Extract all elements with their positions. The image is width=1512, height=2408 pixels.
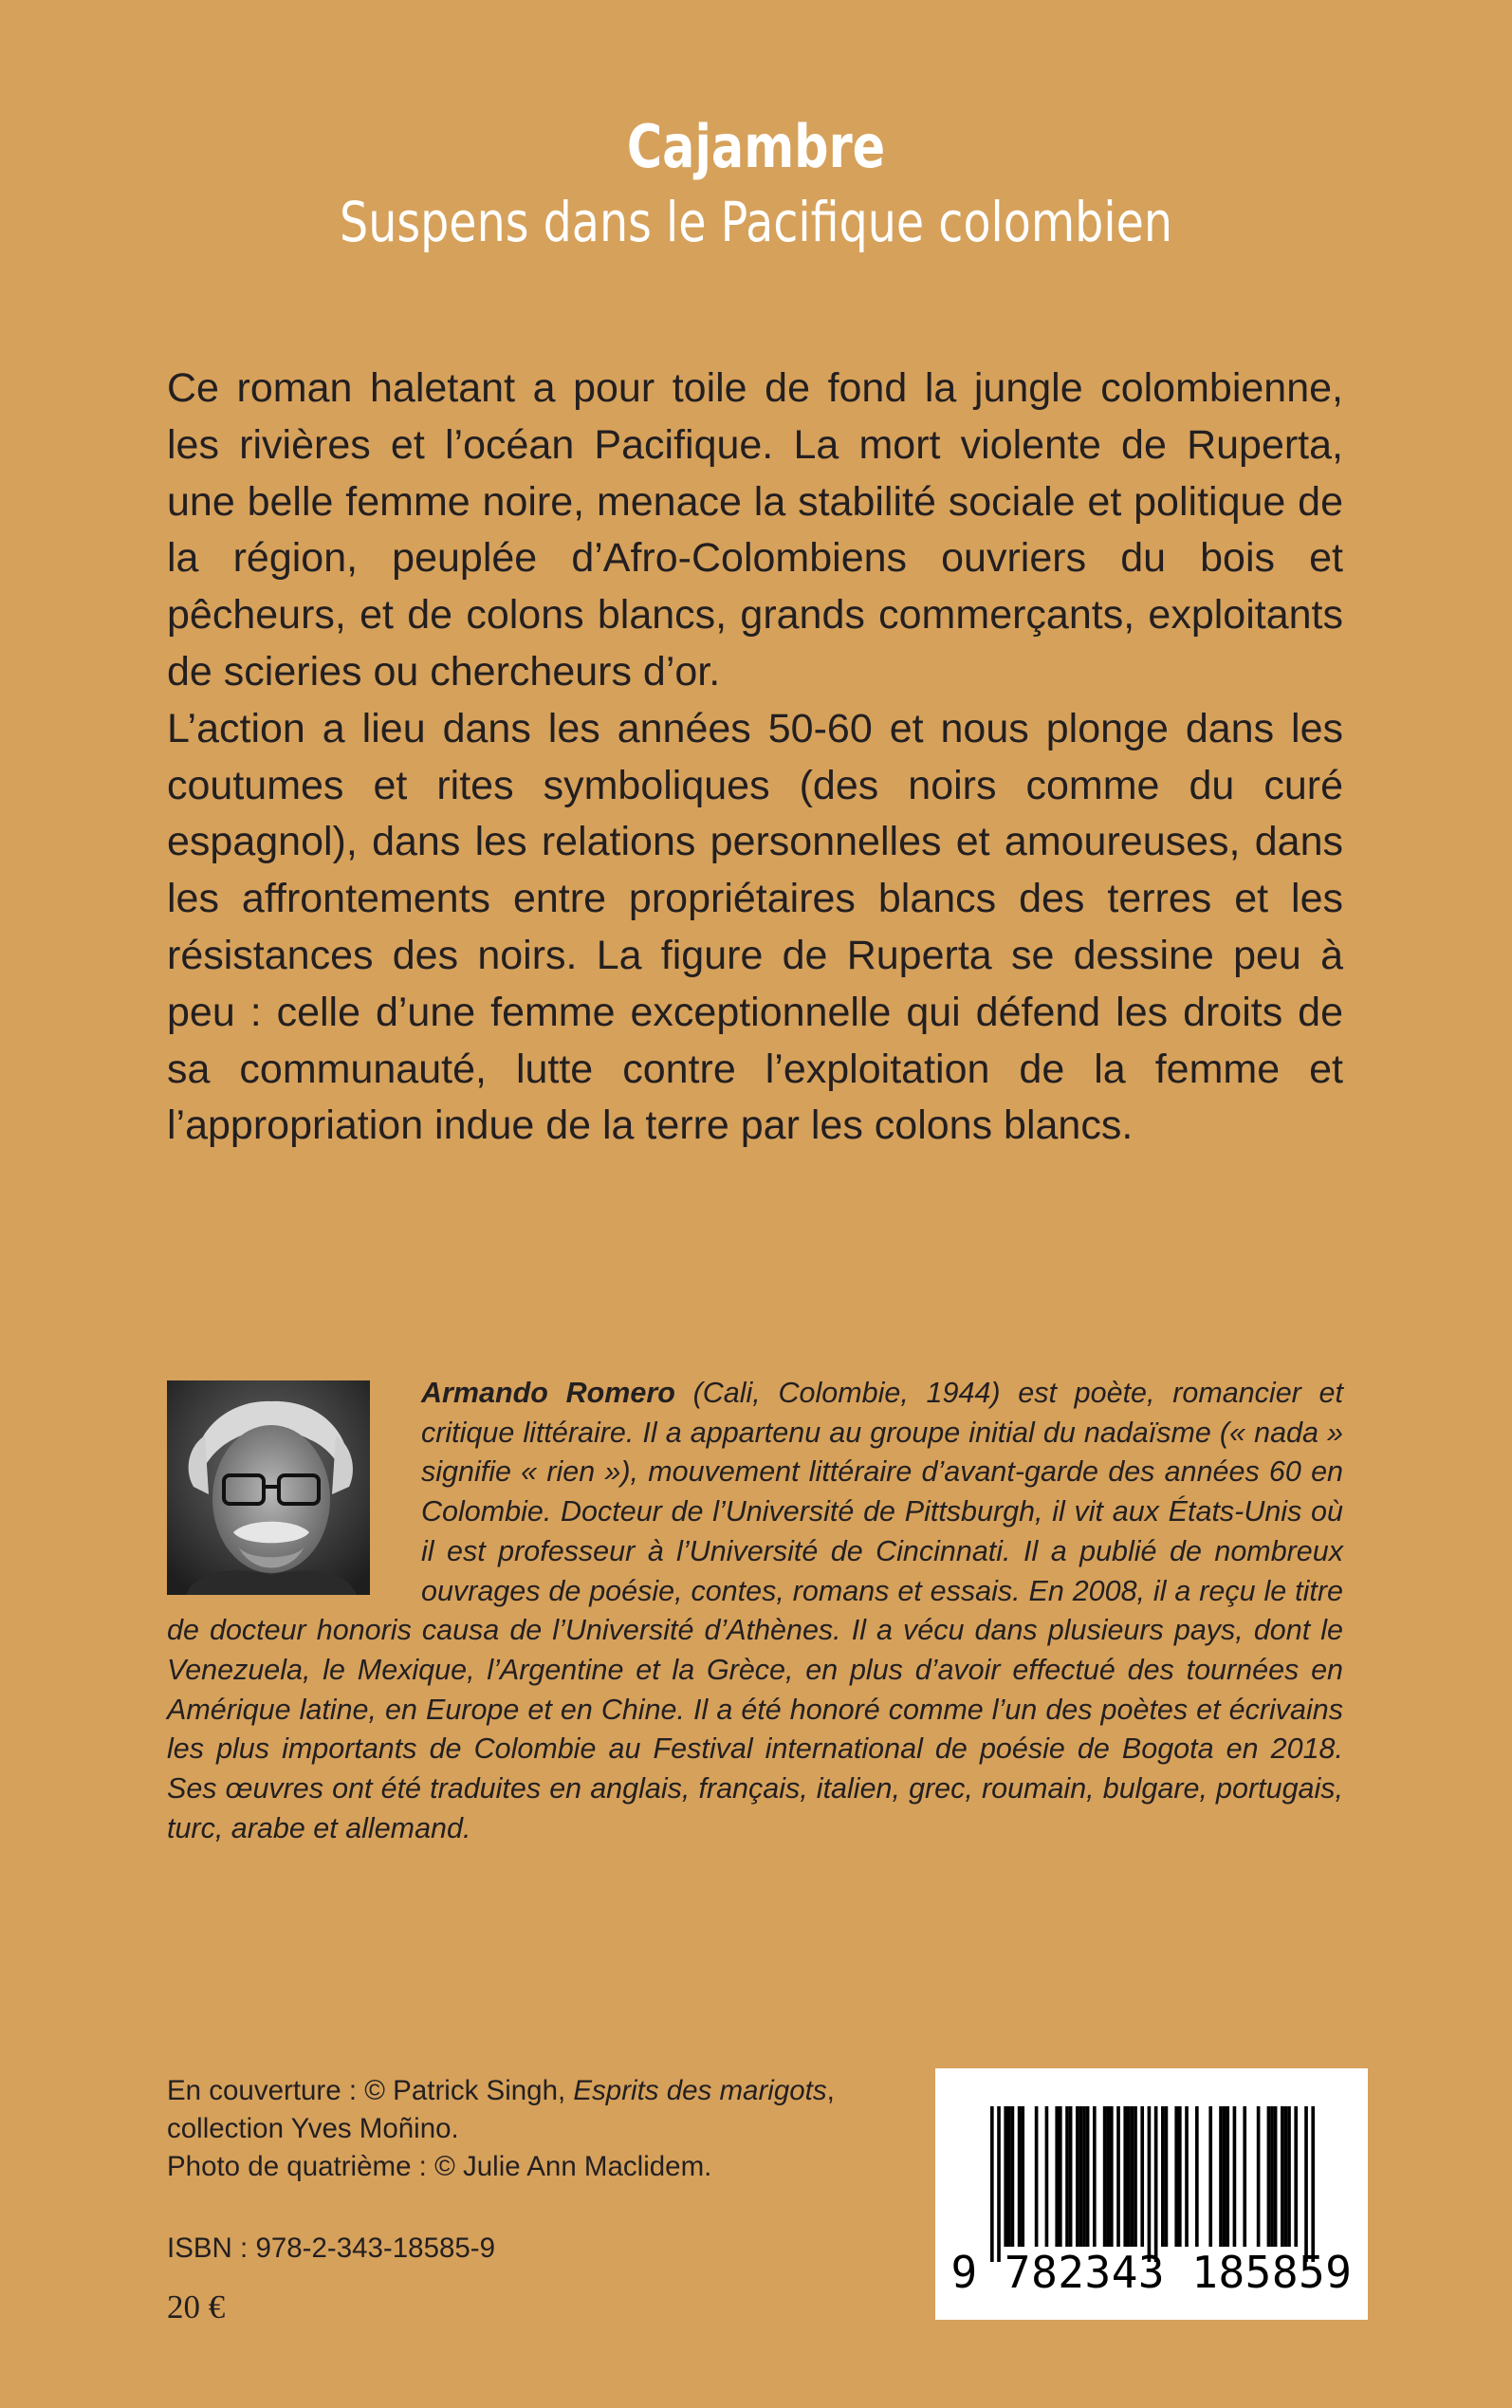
barcode-bar [1287,2106,1291,2247]
photo-credit: Photo de quatrième : © Julie Ann Maclidem. [167,2151,712,2182]
barcode-bar [1076,2106,1079,2247]
barcode-bar [1086,2106,1090,2247]
barcode-bar [1069,2106,1073,2247]
barcode-bar [1219,2106,1223,2247]
author-name: Armando Romero [421,1377,675,1409]
cover-credits [167,2072,907,2186]
barcode-bar [1284,2106,1288,2247]
barcode-bar [1178,2106,1182,2247]
photo-spacer [167,1374,421,1607]
barcode-bar [1004,2106,1007,2247]
cover-credit-line [167,2072,907,2110]
author-bio-text: (Cali, Colombie, 1944) est poète, romancier et critique littéraire. Il a appartenu au groupe initial du nadaïsme (« nada » signifie « rien »), mouvement littéraire d’avant-garde des années 60 en Colombie. Docteur de l’Université de Pittsburgh, il vit aux États-Unis où il est professeur à l’Université de Cincinnati. Il a publié de nombreux ouvrages de poésie, contes, romans et essais. En 2008, il a reçu le titre de docteur honoris causa de l’Université d’Athènes. Il a vécu dans plusieurs pays, dont le Venezuela, le Mexique, l’Argentine et la Grèce, en plus d’avoir effectué des tournées en Amérique latine, en Europe et en Chine. Il a été honoré comme l’un des poètes et écrivains les plus importants de Colombie au Festival international de poésie de Bogota en 2018. Ses œuvres ont été traduites en anglais, français, italien, grec, roumain, bulgare, portugais, turc, arabe et allemand. [167,1377,1343,1844]
barcode-bar [1021,2106,1024,2247]
barcode [935,2068,1368,2320]
barcode-bar [1274,2106,1278,2247]
barcode-bar [1103,2106,1107,2247]
synopsis-paragraph-1: Ce roman haletant a pour toile de fond la jungle colombienne, les rivières et l’océan Pacifique. La mort violente de Ruperta, une belle femme noire, menace la stabilité sociale et politique de la région, peuplée d’Afro-Colombiens ouvriers du bois et pêcheurs, et de colons blancs, grands commerçants, exploitants de scieries ou chercheurs d’or. [167,365,1343,695]
barcode-bar [1059,2106,1062,2247]
barcode-bar [1223,2106,1226,2247]
barcode-bar [990,2106,994,2262]
barcode-bar [1148,2106,1152,2262]
barcode-bar [1127,2106,1131,2247]
barcode-bar [1018,2106,1022,2247]
barcode-bar [1208,2106,1212,2247]
barcode-bar [1154,2106,1158,2262]
cover-credit-suffix: , [826,2075,835,2106]
cover-artwork-title: Esprits des marigots [573,2075,827,2106]
barcode-bar [1257,2106,1261,2247]
barcode-bar [1116,2106,1120,2247]
barcode-bar [1185,2106,1189,2247]
synopsis [167,361,1343,1155]
barcode-bar [1131,2106,1134,2247]
barcode-bar [1294,2106,1298,2247]
barcode-bar [1045,2106,1049,2247]
barcode-digits: 9 782343 185859 [950,2247,1353,2298]
barcode-bar [1226,2106,1229,2247]
barcode-bar [1011,2106,1015,2247]
barcode-bar [1281,2106,1284,2247]
barcode-bar [1079,2106,1083,2247]
barcode-bar [1233,2106,1237,2247]
barcode-bar [1134,2106,1137,2247]
barcode-bar [1093,2106,1097,2247]
synopsis-paragraph-2: L’action a lieu dans les années 50-60 et nous plonge dans les coutumes et rites symboliques (des noirs comme du curé espagnol), dans les relations personnelles et amoureuses, dans les affrontements entre propriétaires blancs des terres et les résistances des noirs. La figure de Ruperta se dessine peu à peu : celle d’une femme exceptionnelle qui défend les droits de sa communauté, lutte contre l’exploitation de la femme et l’appropriation indue de la terre par les colons blancs. [167,705,1343,1149]
barcode-bar [1243,2106,1246,2247]
barcode-bar [1267,2106,1271,2247]
barcode-bar [1065,2106,1069,2247]
cover-collection: collection Yves Moñino. [167,2113,459,2144]
barcode-bar [1304,2106,1308,2262]
barcode-bar [1270,2106,1274,2247]
isbn: ISBN : 978-2-343-18585-9 [167,2232,496,2264]
barcode-bar [1055,2106,1059,2247]
book-title: Cajambre [626,112,886,181]
barcode-bar [1110,2106,1114,2247]
barcode-bar [1161,2106,1165,2247]
title-block [136,109,1375,259]
barcode-bar [1174,2106,1178,2247]
barcode-bar [1035,2106,1039,2247]
barcode-bar [1106,2106,1110,2247]
author-bio [167,1374,1343,1848]
price: 20 € [167,2288,226,2325]
barcode-bar [1123,2106,1127,2247]
barcode-bar [1082,2106,1086,2247]
barcode-bar [1311,2106,1315,2262]
barcode-bar [1007,2106,1011,2247]
barcode-bar [997,2106,1001,2262]
cover-credit-prefix: En couverture : © Patrick Singh, [167,2075,574,2106]
barcode-bar [1195,2106,1199,2247]
barcode-bar [1165,2106,1169,2247]
barcode-bar [1140,2106,1144,2247]
book-subtitle: Suspens dans le Pacifique colombien [340,190,1172,254]
